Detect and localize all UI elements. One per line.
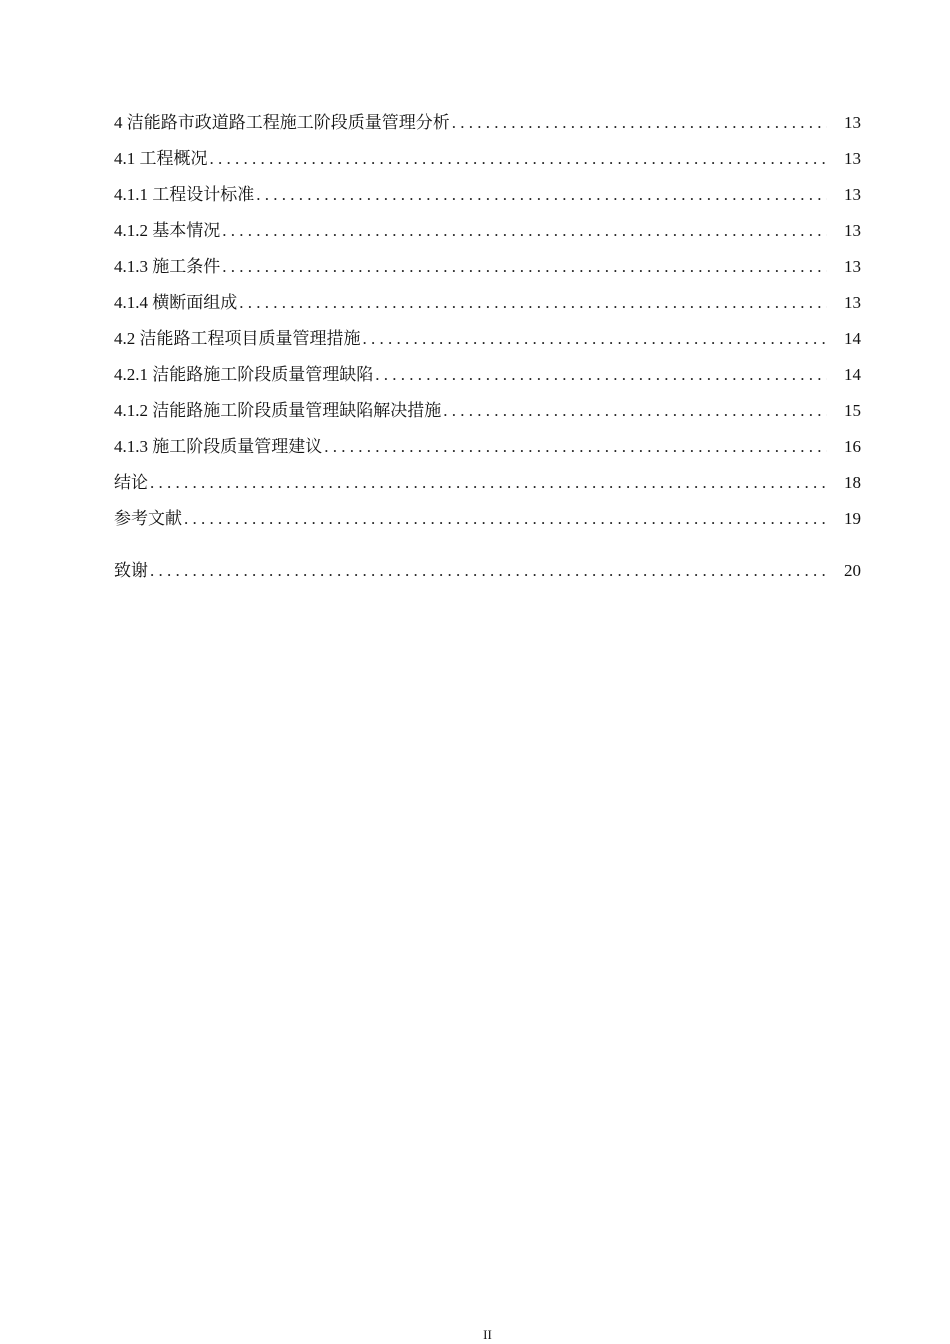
toc-entry-title: 4 洁能路市政道路工程施工阶段质量管理分析 [114, 113, 450, 132]
toc-entry-title: 4.1.3 施工条件 [114, 257, 221, 276]
toc-entry-title: 4.2.1 洁能路施工阶段质量管理缺陷 [114, 365, 374, 384]
toc-entry-page: 19 [844, 509, 861, 528]
toc-entry-page: 13 [844, 149, 861, 168]
toc-dot-leader [150, 559, 827, 583]
toc-entry[interactable] [114, 183, 861, 219]
toc-entry-title: 4.1.2 基本情况 [114, 221, 221, 240]
toc-entry[interactable] [114, 543, 861, 583]
toc-entry-title: 参考文献 [114, 509, 182, 528]
toc-dot-leader [375, 363, 827, 387]
toc-entry-title: 4.2 洁能路工程项目质量管理措施 [114, 329, 361, 348]
toc-dot-leader [452, 111, 827, 135]
toc-dot-leader [443, 399, 827, 423]
toc-entry-page: 15 [844, 401, 861, 420]
toc-entry[interactable] [114, 435, 861, 471]
toc-dot-leader [324, 435, 827, 459]
toc-entry-title: 致谢 [114, 561, 148, 580]
toc-dot-leader [239, 291, 827, 315]
toc-entry-page: 13 [844, 293, 861, 312]
toc-entry-page: 13 [844, 113, 861, 132]
toc-entry-page: 13 [844, 185, 861, 204]
toc-entry-title: 4.1.2 洁能路施工阶段质量管理缺陷解决措施 [114, 401, 442, 420]
toc-entry[interactable] [114, 327, 861, 363]
toc-entry-page: 20 [844, 561, 861, 580]
toc-entry-page: 14 [844, 329, 861, 348]
toc-entry[interactable] [114, 219, 861, 255]
toc-dot-leader [222, 255, 827, 279]
toc-entry[interactable] [114, 291, 861, 327]
page-number: II [483, 1327, 492, 1342]
toc-entry[interactable] [114, 507, 861, 543]
toc-dot-leader [150, 471, 827, 495]
toc-entry-page: 14 [844, 365, 861, 384]
toc-entry-title: 4.1.3 施工阶段质量管理建议 [114, 437, 323, 456]
toc-entry-title: 4.1.1 工程设计标准 [114, 185, 255, 204]
toc-entry-title: 4.1.4 横断面组成 [114, 293, 238, 312]
toc-entry[interactable] [114, 399, 861, 435]
toc-dot-leader [184, 507, 827, 531]
toc-dot-leader [363, 327, 828, 351]
toc-entry-page: 13 [844, 221, 861, 240]
toc-entry[interactable] [114, 147, 861, 183]
toc-entry[interactable] [114, 255, 861, 291]
toc-dot-leader [256, 183, 827, 207]
toc-entry-page: 16 [844, 437, 861, 456]
toc-entry-title: 结论 [114, 473, 148, 492]
toc-entry[interactable] [114, 111, 861, 147]
toc-dot-leader [222, 219, 827, 243]
toc-dot-leader [210, 147, 828, 171]
toc-entry[interactable] [114, 363, 861, 399]
toc-entry-page: 13 [844, 257, 861, 276]
table-of-contents [114, 111, 861, 583]
toc-entry[interactable] [114, 471, 861, 507]
toc-entry-page: 18 [844, 473, 861, 492]
toc-entry-title: 4.1 工程概况 [114, 149, 208, 168]
